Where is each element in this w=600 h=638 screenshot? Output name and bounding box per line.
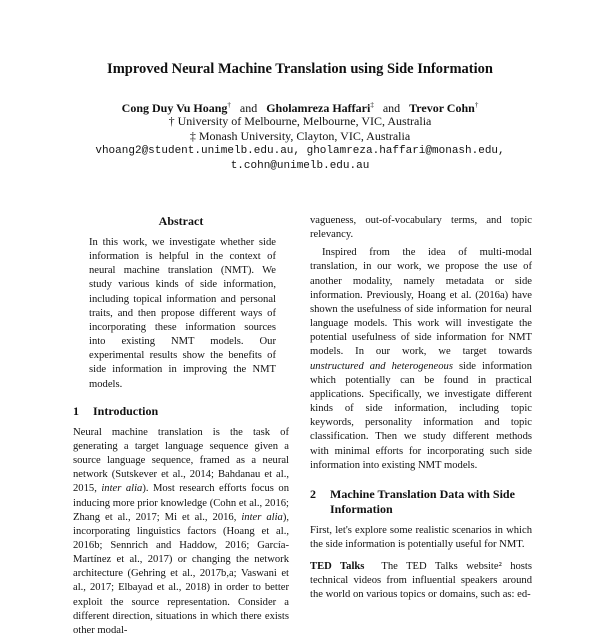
paragraph-scenarios: First, let's explore some realistic scenarios in which the side information is potentially useful for NMT. [310, 524, 532, 550]
abstract-heading: Abstract [158, 214, 204, 228]
author-name: Trevor Cohn [409, 101, 475, 115]
email-line-1: vhoang2@student.unimelb.edu.au, gholamreza.haffari@monash.edu, [95, 145, 505, 157]
author-mark: † [227, 101, 231, 109]
paragraph-vagueness: vagueness, out-of-vocabulary terms, and topic relevancy. [310, 215, 532, 241]
affiliation-melbourne: † University of Melbourne, Melbourne, VIC, Australia [168, 114, 432, 128]
introduction-paragraph [73, 426, 289, 638]
author-mark: ‡ [370, 101, 374, 109]
paragraph-text: Inspired from the idea of multi-modal translation, in our work, we propose the use of another modality, namely metadata or side information. Previously, Hoang et al. (2016a) have shown the usefulness of side information for neural language models. This work will investigate the potential usefulness of side information for NMT models. In our work, we target towards [310, 247, 532, 358]
section-2-heading [310, 487, 532, 517]
ted-talks-text: The TED Talks website² hosts technical videos from influential speakers around the world on various topics or domains, such as: ed- [310, 561, 532, 601]
author-mark: † [474, 101, 479, 109]
paragraph-text: side information which potentially can be found in practical applications. Specifically, we investigate different kinds of side information, including topic keywords, personality information and topic classification. Then we study different methods with minimal efforts for incorporating such side information into existing NMT models. [310, 360, 532, 471]
section-introduction-heading [73, 404, 289, 419]
author-name: Cong Duy Vu Hoang [121, 101, 228, 115]
intro-text: Neural machine translation is the task of generating a target language sequence given a source language sequence, framed as a neural network (Sutskever et al., 2014; Bahdanau et al., 2015, [73, 426, 289, 495]
paragraph-italic: unstructured and heterogeneous [310, 360, 453, 372]
intro-text: ), incorporating linguistics factors (Hoang et al., 2016b; Sennrich and Haddow, 2016; García-Martínez et al., 2017) or changing the network architecture (Gehring et al., 2017b,a; Vaswani et al., 2017; Elbayad et al., 2018) in order to better exploit the source representation. Consider a different direction, situations in which there exists other modal- [73, 511, 289, 636]
ted-talks-label: TED Talks [310, 561, 365, 573]
section-title: Machine Translation Data with Side Information [330, 486, 515, 516]
section-number: 2 [310, 486, 316, 501]
intro-italic: inter alia [241, 511, 283, 523]
email-line-2: t.cohn@unimelb.edu.au [230, 160, 370, 172]
affiliation-monash: ‡ Monash University, Clayton, VIC, Australia [189, 129, 411, 143]
intro-text: ). Most research efforts focus on inducing more prior knowledge (Cohn et al., 2016; Zhang et al., 2017; Mi et al., 2016, [73, 483, 290, 523]
section-title: Introduction [93, 403, 159, 418]
author-name: Gholamreza Haffari [266, 101, 371, 115]
abstract-text: In this work, we investigate whether side information is helpful in the context of neural machine translation (NMT). We study various kinds of side information, including topical information and personal traits, and then propose different ways of incorporating these information sources into existing NMT models. Our experimental results show the benefits of side information in improving the NMT models. [89, 237, 276, 390]
author-separator: and [239, 101, 258, 115]
right-column [310, 214, 532, 603]
author-separator: and [382, 101, 401, 115]
intro-italic: inter alia [101, 483, 143, 495]
section-number: 1 [73, 403, 79, 418]
paper-title: Improved Neural Machine Translation using Side Information [107, 61, 493, 77]
paragraph-multimodal [310, 246, 532, 473]
left-column [73, 214, 289, 638]
paragraph-ted-talks [310, 560, 532, 602]
